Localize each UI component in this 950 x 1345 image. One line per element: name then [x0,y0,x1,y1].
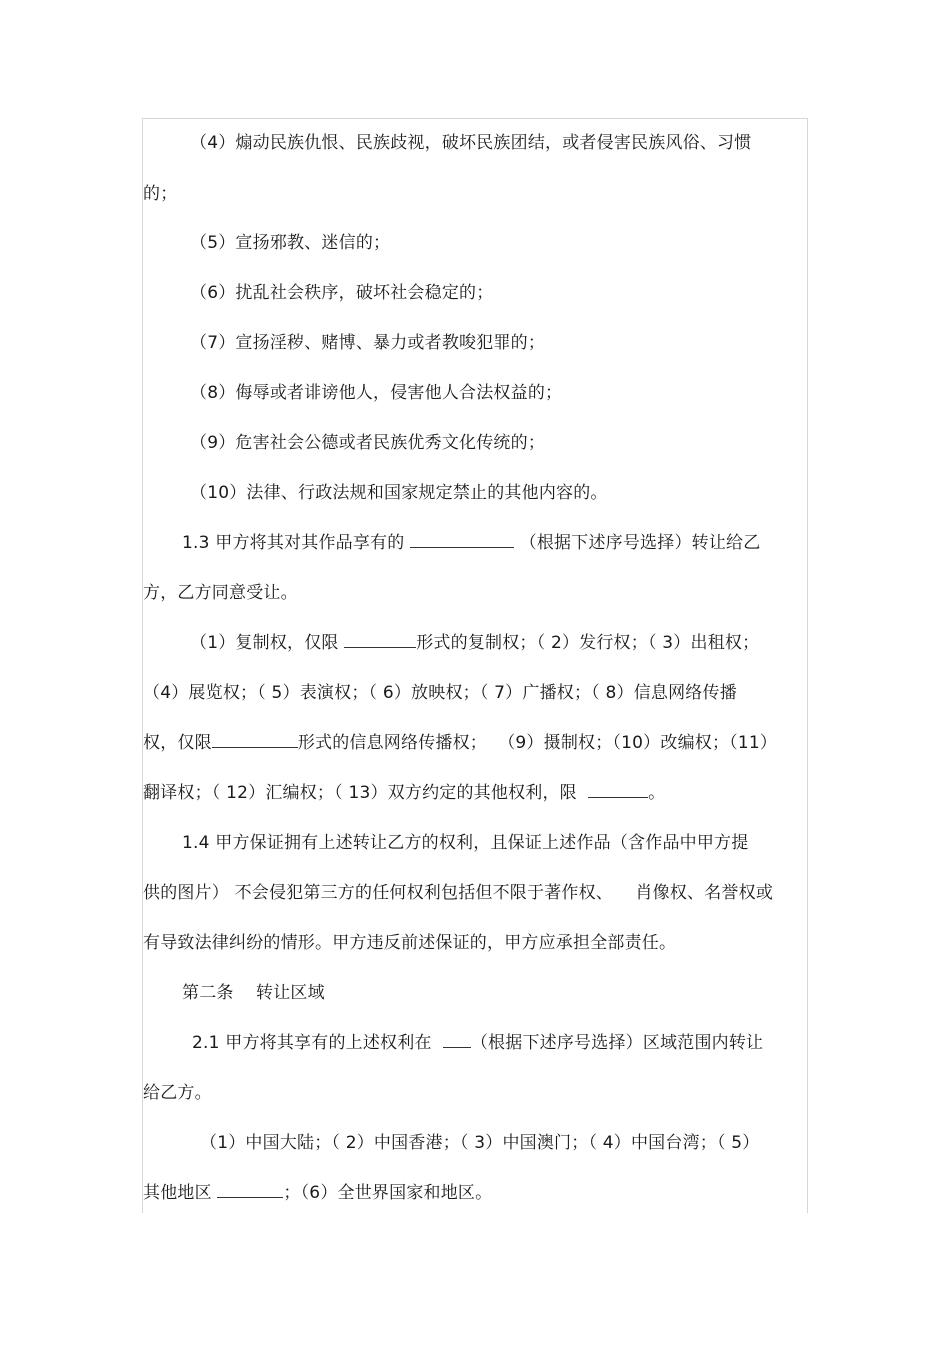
clause-1-4-line-2: 供的图片） 不会侵犯第三方的任何权利包括但不限于著作权、 肖像权、名誉权或 [143,883,774,903]
clause-item-7: （7）宣扬淫秽、赌博、暴力或者教唆犯罪的； [190,333,546,353]
rights-list-line-4 [143,781,665,805]
other-rights-blank[interactable] [588,781,648,798]
clause-item-4-line-2: 的； [143,184,178,204]
rights-list-text-before: 权，仅限 [143,733,212,753]
rights-list-line-3 [143,731,777,755]
clause-2-1-line-1 [192,1031,763,1055]
rights-list-text-before: （1）复制权，仅限 [190,633,345,653]
clause-item-5: （5）宣扬邪教、迷信的； [190,233,391,253]
clause-item-9: （9）危害社会公德或者民族优秀文化传统的； [190,433,546,453]
clause-1-3-line-2: 方，乙方同意受让。 [143,583,298,603]
clause-item-4-line-1: （4）煽动民族仇恨、民族歧视，破坏民族团结，或者侵害民族风俗、习惯 [190,133,752,153]
clause-1-4-line-3: 有导致法律纠纷的情形。甲方违反前述保证的，甲方应承担全部责任。 [143,933,677,953]
clause-2-1-text-after: （根据下述序号选择）区域范围内转让 [470,1033,764,1053]
clause-1-3-text-before: 1.3 甲方将其对其作品享有的 [182,533,411,553]
clause-2-1-text-before: 2.1 甲方将其享有的上述权利在 [192,1033,443,1053]
rights-list-text-before: 翻译权；（ 12）汇编权；（ 13）双方约定的其他权利，限 [143,783,589,803]
clause-1-4-line-1: 1.4 甲方保证拥有上述转让乙方的权利，且保证上述作品（含作品中甲方提 [182,833,749,853]
rights-selection-blank[interactable] [410,531,514,548]
rights-list-text-after: 形式的信息网络传播权； （9）摄制权；（10）改编权；（11） [297,733,778,753]
network-form-blank[interactable] [212,731,298,748]
rights-list-text-after: 。 [648,783,666,803]
rights-list-text-after: 形式的复制权；（ 2）发行权；（ 3）出租权； [416,633,760,653]
region-selection-blank[interactable] [443,1031,471,1048]
rights-list-line-2: （4）展览权；（ 5）表演权；（ 6）放映权；（ 7）广播权；（ 8）信息网络传播 [143,683,737,703]
clause-item-10: （10）法律、行政法规和国家规定禁止的其他内容的。 [190,483,608,503]
clause-item-8: （8）侮辱或者诽谤他人，侵害他人合法权益的； [190,383,563,403]
clause-item-6: （6）扰乱社会秩序，破坏社会稳定的； [190,283,494,303]
region-list-text-before: 其他地区 [143,1183,218,1203]
rights-list-line-1 [190,631,759,655]
region-list-text-after: ；（6）全世界国家和地区。 [283,1183,493,1203]
other-region-blank[interactable] [217,1181,283,1198]
clause-2-1-line-2: 给乙方。 [143,1083,212,1103]
clause-1-3-line-1 [182,531,760,555]
region-list-line-1: （1）中国大陆；（ 2）中国香港；（ 3）中国澳门；（ 4）中国台湾；（ 5） [200,1133,760,1153]
clause-1-3-text-after: （根据下述序号选择）转让给乙 [514,533,761,553]
copy-form-blank[interactable] [344,631,416,648]
region-list-line-2 [143,1181,492,1205]
article-2-heading: 第二条 转让区域 [182,983,325,1003]
